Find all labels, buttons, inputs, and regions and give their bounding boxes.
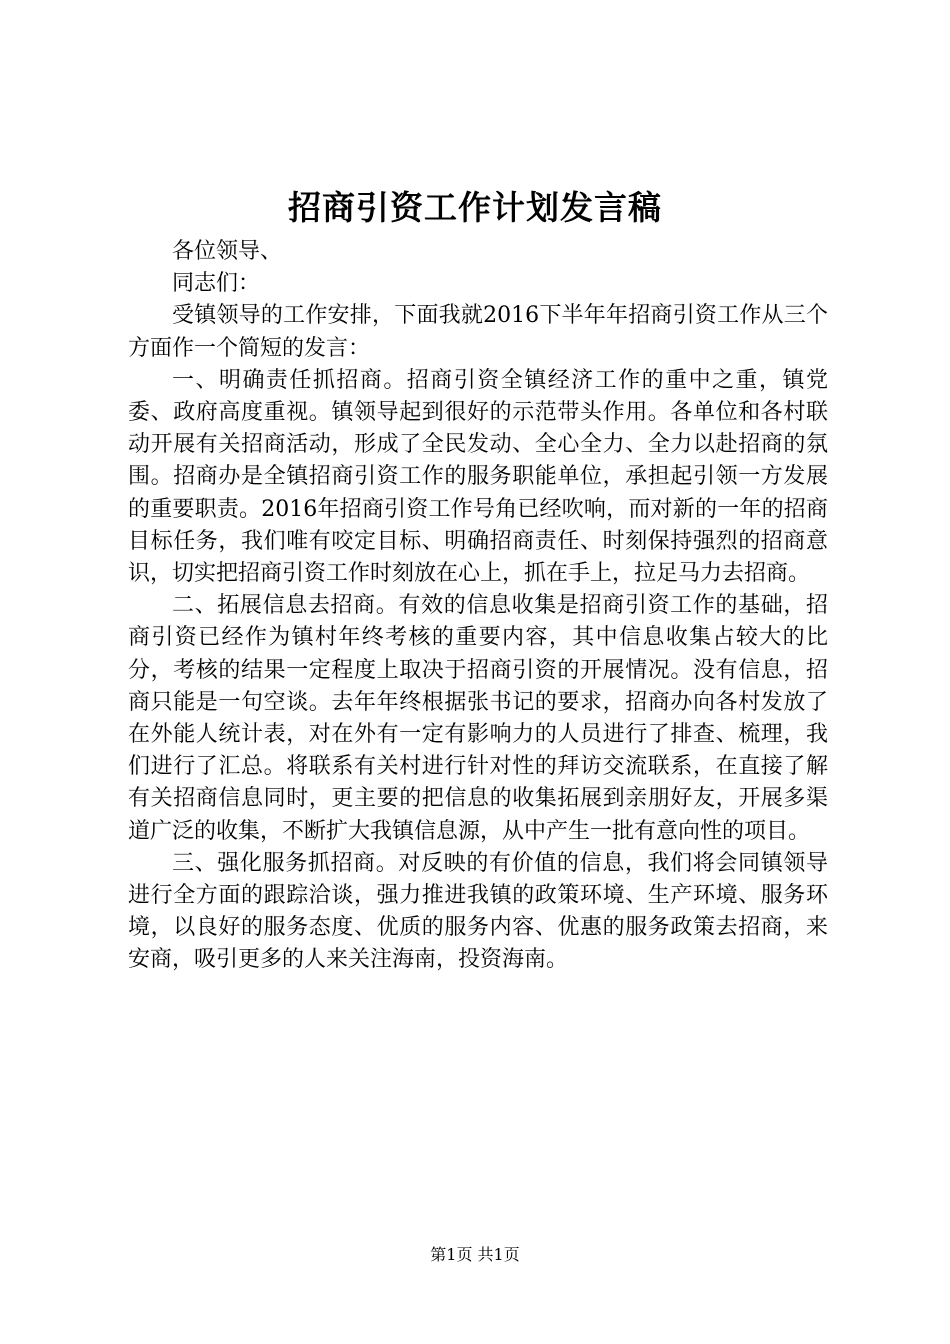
intro-paragraph: 受镇领导的工作安排，下面我就2016下半年年招商引资工作从三个方面作一个简短的发言： [128,303,828,361]
salutation-leaders: 各位领导、 [172,239,283,264]
salutation-comrades: 同志们： [172,271,261,297]
section-one-paragraph: 一、明确责任抓招商。招商引资全镇经济工作的重中之重，镇党委、政府高度重视。镇领导起到很好的示范带头作用。各单位和各村联动开展有关招商活动，形成了全民发动、全心全力、全力以赴招商的氛围。招商办是全镇招商引资工作的服务职能单位，承担起引领一方发展的重要职责。2016年招商引资工作号角已经吹响，而对新的一年的招商目标任务，我们唯有咬定目标、明确招商责任、时刻保持强烈的招商意识，切实把招商引资工作时刻放在心上，抓在手上，拉足马力去招商。 [128,367,828,587]
document-title: 招商引资工作计划发言稿 [288,188,662,227]
section-three-paragraph: 三、强化服务抓招商。对反映的有价值的信息，我们将会同镇领导进行全方面的跟踪洽谈，强力推进我镇的政策环境、生产环境、服务环境，以良好的服务态度、优质的服务内容、优惠的服务政策去招商，来安商，吸引更多的人来关注海南，投资海南。 [128,850,828,973]
document-body [128,236,828,977]
section-two-paragraph: 二、拓展信息去招商。有效的信息收集是招商引资工作的基础，招商引资已经作为镇村年终考核的重要内容，其中信息收集占较大的比分，考核的结果一定程度上取决于招商引资的开展情况。没有信息，招商只能是一句空谈。去年年终根据张书记的要求，招商办向各村发放了在外能人统计表，对在外有一定有影响力的人员进行了排查、梳理，我们进行了汇总。将联系有关村进行针对性的拜访交流联系，在直接了解有关招商信息同时，更主要的把信息的收集拓展到亲朋好友，开展多渠道广泛的收集，不断扩大我镇信息源，从中产生一批有意向性的项目。 [128,593,828,844]
page-footer: 第1页 共1页 [430,1245,520,1264]
